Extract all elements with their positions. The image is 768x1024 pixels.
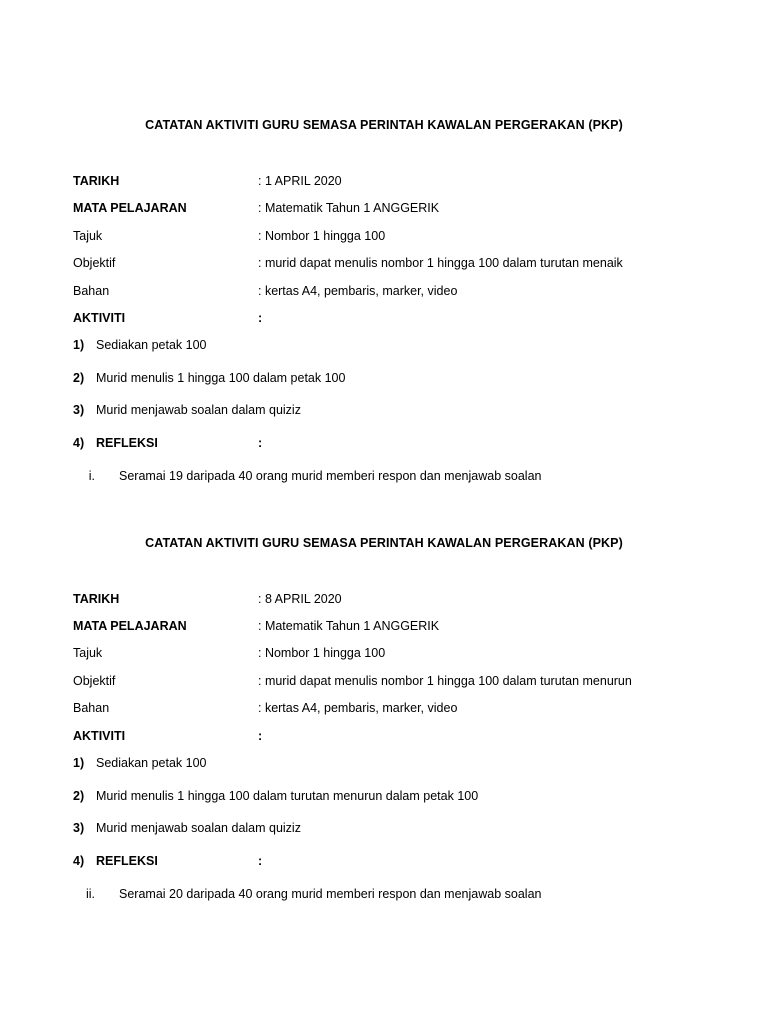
field-aktiviti [0,309,768,327]
field-label: TARIKH [73,592,120,606]
field-tarikh [0,172,768,190]
activity-number: 4) [73,854,85,868]
field-objektif [0,672,768,690]
activity-text: REFLEKSI [96,436,158,450]
field-value: : [258,729,263,743]
field-value: : Matematik Tahun 1 ANGGERIK [258,201,440,215]
field-label: Objektif [73,256,116,270]
activity-number: 3) [73,821,85,835]
activity-text: Murid menjawab soalan dalam quiziz [96,403,301,417]
field-label: Objektif [73,674,116,688]
activity-number: 1) [73,338,85,352]
activity-value: : [258,854,263,868]
activity-item-refleksi [0,852,768,870]
activity-text: Murid menjawab soalan dalam quiziz [96,821,301,835]
field-label: AKTIVITI [73,311,126,325]
activity-item [0,336,768,354]
activity-value: : [258,436,263,450]
activity-item [0,819,768,837]
field-aktiviti [0,727,768,745]
activity-text: Murid menulis 1 hingga 100 dalam turutan menurun dalam petak 100 [96,789,479,803]
field-value: : Matematik Tahun 1 ANGGERIK [258,619,440,633]
field-label: AKTIVITI [73,729,126,743]
field-value: : Nombor 1 hingga 100 [258,229,386,243]
field-label: Tajuk [73,229,103,243]
activity-number: 4) [73,436,85,450]
field-label: MATA PELAJARAN [73,619,187,633]
field-tajuk [0,227,768,245]
activity-number: 2) [73,789,85,803]
record-title: CATATAN AKTIVITI GURU SEMASA PERINTAH KAWALAN PERGERAKAN (PKP) [145,536,623,550]
activity-number: 2) [73,371,85,385]
field-objektif [0,254,768,272]
field-value: : kertas A4, pembaris, marker, video [258,284,458,298]
field-value: : Nombor 1 hingga 100 [258,646,386,660]
activity-item-refleksi [0,434,768,452]
activity-item [0,787,768,805]
field-value: : [258,311,263,325]
field-value: : 8 APRIL 2020 [258,592,342,606]
field-label: MATA PELAJARAN [73,201,187,215]
activity-item [0,754,768,772]
reflection-item [0,467,768,485]
field-mata-pelajaran [0,617,768,635]
activity-text: REFLEKSI [96,854,158,868]
field-mata-pelajaran [0,199,768,217]
field-label: Bahan [73,284,110,298]
reflection-number: i. [88,469,95,483]
reflection-number: ii. [85,887,95,901]
activity-text: Sediakan petak 100 [96,756,207,770]
activity-number: 3) [73,403,85,417]
reflection-item [0,885,768,903]
field-value: : 1 APRIL 2020 [258,174,342,188]
activity-number: 1) [73,756,85,770]
field-bahan [0,699,768,717]
field-label: Tajuk [73,646,103,660]
record-title: CATATAN AKTIVITI GURU SEMASA PERINTAH KAWALAN PERGERAKAN (PKP) [145,118,623,132]
activity-text: Murid menulis 1 hingga 100 dalam petak 100 [96,371,346,385]
reflection-text: Seramai 20 daripada 40 orang murid memberi respon dan menjawab soalan [119,887,542,901]
field-label: TARIKH [73,174,120,188]
field-value: : kertas A4, pembaris, marker, video [258,701,458,715]
activity-text: Sediakan petak 100 [96,338,207,352]
reflection-text: Seramai 19 daripada 40 orang murid memberi respon dan menjawab soalan [119,469,542,483]
field-value: : murid dapat menulis nombor 1 hingga 100 dalam turutan menurun [258,674,632,688]
field-tajuk [0,644,768,662]
field-tarikh [0,590,768,608]
field-bahan [0,282,768,300]
field-label: Bahan [73,701,110,715]
activity-item [0,369,768,387]
field-value: : murid dapat menulis nombor 1 hingga 100 dalam turutan menaik [258,256,623,270]
activity-item [0,401,768,419]
